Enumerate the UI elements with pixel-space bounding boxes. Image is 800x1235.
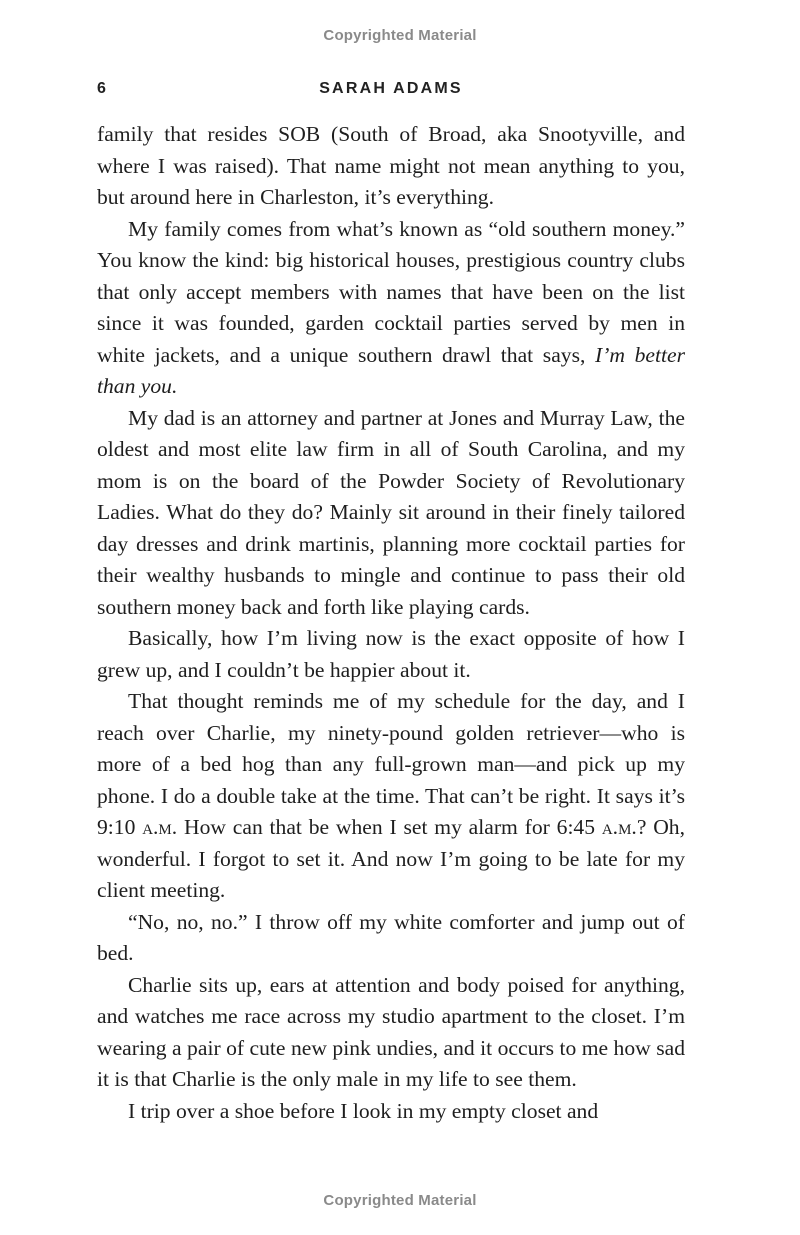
paragraph-5-text-a: That thought reminds me of my schedule for the day, and I reach over Charlie, my ninety-pound golden retriever—who is more of a bed hog than any full-grown man—and pick up my phone. I do a double take at the time. That can’t be right. It says it’s <box>97 689 685 808</box>
paragraph-5-text-c: ? Oh, wonderful. I forgot to set it. And now I’m going to be late for my client meeting. <box>97 815 685 902</box>
paragraph-8: I trip over a shoe before I look in my empty closet and <box>128 1098 599 1123</box>
paragraph-2-italic: I’m better than you. <box>97 342 685 398</box>
author-name: SARAH ADAMS <box>319 80 463 97</box>
alarm-time: 6:45 a.m. <box>556 815 637 839</box>
copyright-watermark-top: Copyrighted Material <box>323 27 477 44</box>
copyright-watermark-bottom: Copyrighted Material <box>323 1192 477 1209</box>
paragraph-7: Charlie sits up, ears at attention and body poised for anything, and watches me race across my studio apartment to the closet. I’m wearing a pair of cute new pink undies, and it occurs to me how sad it is that Charlie is the only male in my life to see them. <box>97 972 685 1091</box>
time-reading: 9:10 a.m. <box>97 815 178 839</box>
paragraph-5 <box>97 686 685 907</box>
paragraph-3: My dad is an attorney and partner at Jones and Murray Law, the oldest and most elite law firm in all of South Carolina, and my mom is on the board of the Powder Society of Revolutionary Ladies. What do they do? Mainly sit around in their finely tailored day dresses and drink martinis, planning more cocktail parties for their wealthy husbands to mingle and continue to pass their old southern money back and forth like playing cards. <box>97 405 685 619</box>
paragraph-2 <box>97 214 685 403</box>
paragraph-2-text: My family comes from what’s known as “old southern money.” You know the kind: big historical houses, prestigious country clubs that only accept members with names that have been on the list since it was founded, garden cocktail parties served by men in white jackets, and a unique southern drawl that says, <box>97 216 685 367</box>
paragraph-5-text-b: How can that be when I set my alarm for <box>177 815 557 839</box>
page-number: 6 <box>97 80 106 97</box>
paragraph-1: family that resides SOB (South of Broad, aka Snootyville, and where I was raised). That name might not mean anything to you, but around here in Charleston, it’s everything. <box>97 122 685 209</box>
running-head <box>97 80 685 102</box>
paragraph-4: Basically, how I’m living now is the exact opposite of how I grew up, and I couldn’t be happier about it. <box>97 626 685 682</box>
paragraph-6: “No, no, no.” I throw off my white comforter and jump out of bed. <box>97 909 685 965</box>
page-body <box>97 119 685 1127</box>
